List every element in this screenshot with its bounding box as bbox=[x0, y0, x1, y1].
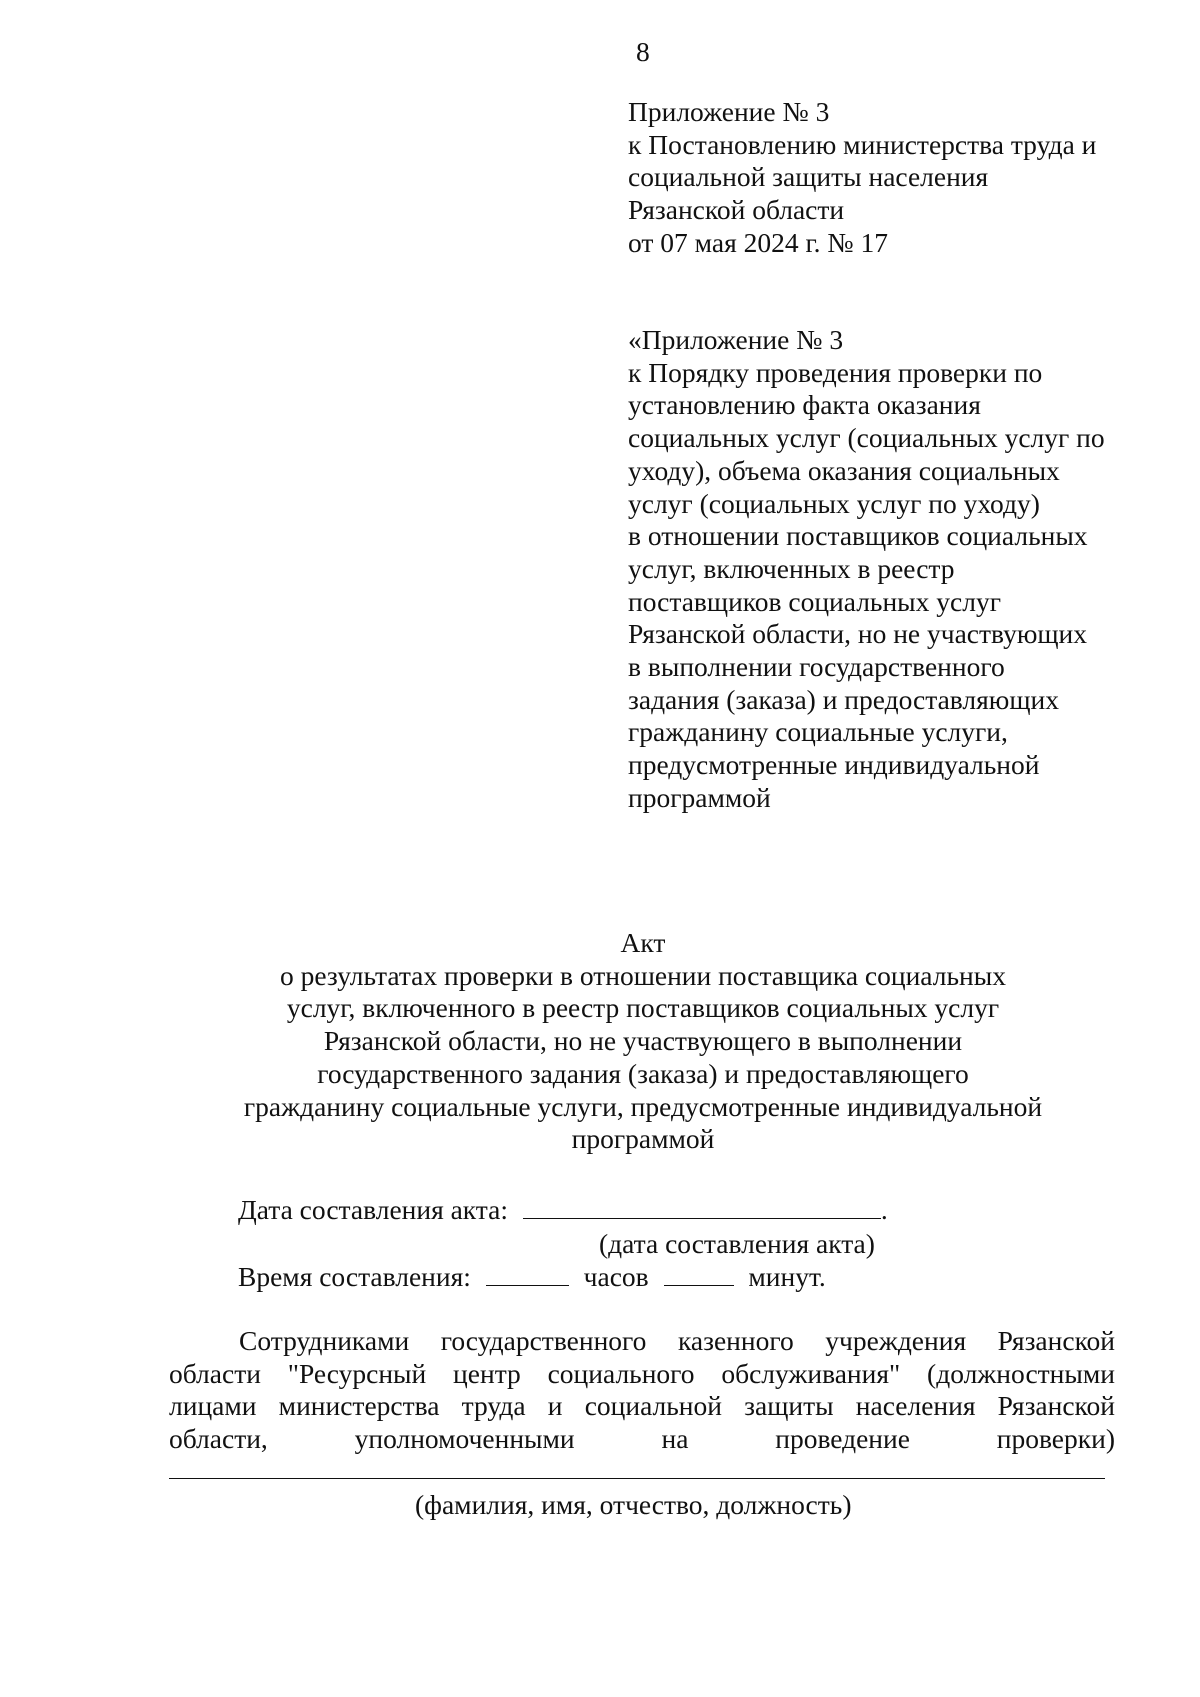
hours-blank-line[interactable] bbox=[486, 1261, 569, 1286]
name-blank-line[interactable] bbox=[169, 1478, 1105, 1479]
minutes-blank-line[interactable] bbox=[664, 1261, 734, 1286]
appendix-order-line: к Порядку проведения проверки по bbox=[628, 356, 1043, 388]
appendix-order-line: социальных услуг (социальных услуг по bbox=[628, 422, 1105, 454]
paragraph-line: области, уполномоченными на проведение проверки) bbox=[169, 1423, 1115, 1455]
appendix-order-line: установлению факта оказания bbox=[628, 389, 981, 421]
appendix-order-line: программой bbox=[628, 781, 771, 813]
minutes-label: минут. bbox=[748, 1261, 826, 1292]
time-field-row bbox=[238, 1261, 826, 1294]
paragraph-line: области "Ресурсный центр социального обслуживания" (должностными bbox=[169, 1357, 1115, 1389]
page-number: 8 bbox=[636, 36, 650, 67]
hours-label: часов bbox=[583, 1261, 649, 1292]
date-field-row bbox=[238, 1194, 888, 1227]
appendix-header-line: к Постановлению министерства труда и bbox=[628, 128, 1097, 160]
appendix-order-line: услуг, включенных в реестр bbox=[628, 552, 955, 584]
act-title-line: гражданину социальные услуги, предусмотренные индивидуальной bbox=[243, 1090, 1043, 1122]
appendix-order-line: задания (заказа) и предоставляющих bbox=[628, 683, 1059, 715]
time-field-label: Время составления: bbox=[238, 1261, 471, 1292]
act-title-line: о результатах проверки в отношении поставщика социальных bbox=[280, 959, 1006, 991]
appendix-header-line: от 07 мая 2024 г. № 17 bbox=[628, 226, 889, 258]
date-field-suffix: . bbox=[880, 1194, 888, 1225]
name-field-hint: (фамилия, имя, отчество, должность) bbox=[415, 1489, 852, 1520]
appendix-order-line: гражданину социальные услуги, bbox=[628, 716, 1008, 748]
appendix-header-line: Приложение № 3 bbox=[628, 96, 830, 127]
act-title-line: программой bbox=[571, 1123, 715, 1155]
date-field-hint: (дата составления акта) bbox=[599, 1228, 875, 1259]
appendix-header-line: Рязанской области bbox=[628, 194, 845, 226]
appendix-order-line: «Приложение № 3 bbox=[628, 324, 844, 355]
appendix-order-line: Рязанской области, но не участвующих bbox=[628, 618, 1088, 650]
paragraph-line: Сотрудниками государственного казенного учреждения Рязанской bbox=[239, 1325, 1115, 1356]
act-title-line: Рязанской области, но не участвующего в выполнении bbox=[323, 1025, 963, 1057]
act-title-heading: Акт bbox=[620, 927, 666, 958]
appendix-order-line: в выполнении государственного bbox=[628, 651, 1005, 683]
appendix-header bbox=[628, 96, 1096, 260]
appendix-header-line: социальной защиты населения bbox=[628, 161, 989, 193]
appendix-order-reference bbox=[628, 324, 1105, 815]
date-blank-line[interactable] bbox=[523, 1194, 881, 1219]
appendix-order-line: поставщиков социальных услуг bbox=[628, 585, 1001, 617]
employees-paragraph bbox=[169, 1325, 1115, 1456]
appendix-order-line: предусмотренные индивидуальной bbox=[628, 749, 1040, 781]
appendix-order-line: в отношении поставщиков социальных bbox=[628, 520, 1088, 552]
paragraph-line: лицами министерства труда и социальной защиты населения Рязанской bbox=[169, 1390, 1115, 1422]
act-title-line: государственного задания (заказа) и предоставляющего bbox=[317, 1057, 969, 1089]
act-title bbox=[130, 927, 1156, 1156]
date-field-label: Дата составления акта: bbox=[238, 1194, 509, 1225]
appendix-order-line: уходу), объема оказания социальных bbox=[628, 454, 1060, 486]
act-title-line: услуг, включенного в реестр поставщиков социальных услуг bbox=[286, 992, 1000, 1024]
appendix-order-line: услуг (социальных услуг по уходу) bbox=[628, 487, 1040, 519]
